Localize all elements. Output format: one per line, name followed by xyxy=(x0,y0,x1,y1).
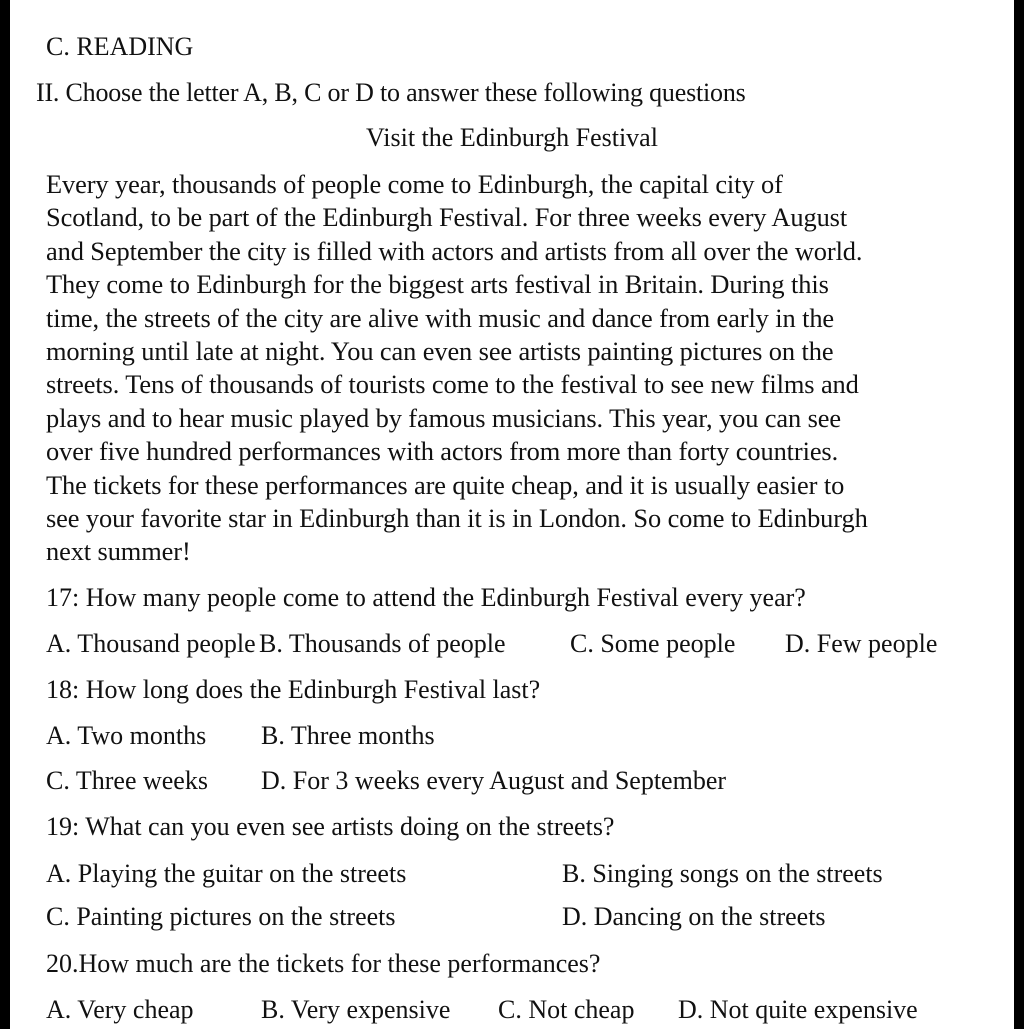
question-17-option-a[interactable]: A. Thousand people xyxy=(46,629,256,658)
passage-line: plays and to hear music played by famous musicians. This year, you can see xyxy=(46,402,842,433)
passage-line: and September the city is filled with actors and artists from all over the world. xyxy=(46,235,863,266)
passage-line: over five hundred performances with actors from more than forty countries. xyxy=(46,436,839,467)
passage-line: time, the streets of the city are alive with music and dance from early in the xyxy=(46,302,835,333)
question-17-option-b[interactable]: B. Thousands of people xyxy=(259,629,506,658)
question-19-option-d[interactable]: D. Dancing on the streets xyxy=(562,902,826,931)
question-17-stem: 17: How many people come to attend the Edinburgh Festival every year? xyxy=(46,583,806,612)
question-20-option-d[interactable]: D. Not quite expensive xyxy=(678,995,918,1024)
reading-passage xyxy=(46,168,970,569)
instruction-text: II. Choose the letter A, B, C or D to answer these following questions xyxy=(36,78,746,107)
question-18-option-b[interactable]: B. Three months xyxy=(261,721,435,750)
worksheet-page xyxy=(10,0,1014,1029)
passage-line: streets. Tens of thousands of tourists come to the festival to see new films and xyxy=(46,369,859,400)
passage-line: next summer! xyxy=(46,536,191,567)
question-19-option-c[interactable]: C. Painting pictures on the streets xyxy=(46,902,396,931)
question-19-option-b[interactable]: B. Singing songs on the streets xyxy=(562,859,883,888)
passage-line: morning until late at night. You can even see artists painting pictures on the xyxy=(46,336,834,367)
question-20-stem: 20.How much are the tickets for these performances? xyxy=(46,949,601,978)
question-17-option-c[interactable]: C. Some people xyxy=(570,629,736,658)
passage-title: Visit the Edinburgh Festival xyxy=(366,123,658,152)
question-20-option-b[interactable]: B. Very expensive xyxy=(261,995,451,1024)
passage-line: They come to Edinburgh for the biggest arts festival in Britain. During this xyxy=(46,269,829,300)
question-18-option-a[interactable]: A. Two months xyxy=(46,721,207,750)
section-heading: C. READING xyxy=(46,32,194,61)
question-19-stem: 19: What can you even see artists doing on the streets? xyxy=(46,812,615,841)
passage-line: Every year, thousands of people come to Edinburgh, the capital city of xyxy=(46,169,783,199)
question-18-stem: 18: How long does the Edinburgh Festival last? xyxy=(46,675,541,704)
question-20-option-c[interactable]: C. Not cheap xyxy=(498,995,635,1024)
question-18-option-d[interactable]: D. For 3 weeks every August and September xyxy=(261,766,727,795)
question-17-option-d[interactable]: D. Few people xyxy=(785,629,938,658)
question-19-option-a[interactable]: A. Playing the guitar on the streets xyxy=(46,859,407,888)
passage-line: Scotland, to be part of the Edinburgh Festival. For three weeks every August xyxy=(46,202,848,233)
question-20-option-a[interactable]: A. Very cheap xyxy=(46,995,194,1024)
passage-line: The tickets for these performances are quite cheap, and it is usually easier to xyxy=(46,469,845,500)
passage-line: see your favorite star in Edinburgh than it is in London. So come to Edinburgh xyxy=(46,503,868,534)
question-18-option-c[interactable]: C. Three weeks xyxy=(46,766,208,795)
